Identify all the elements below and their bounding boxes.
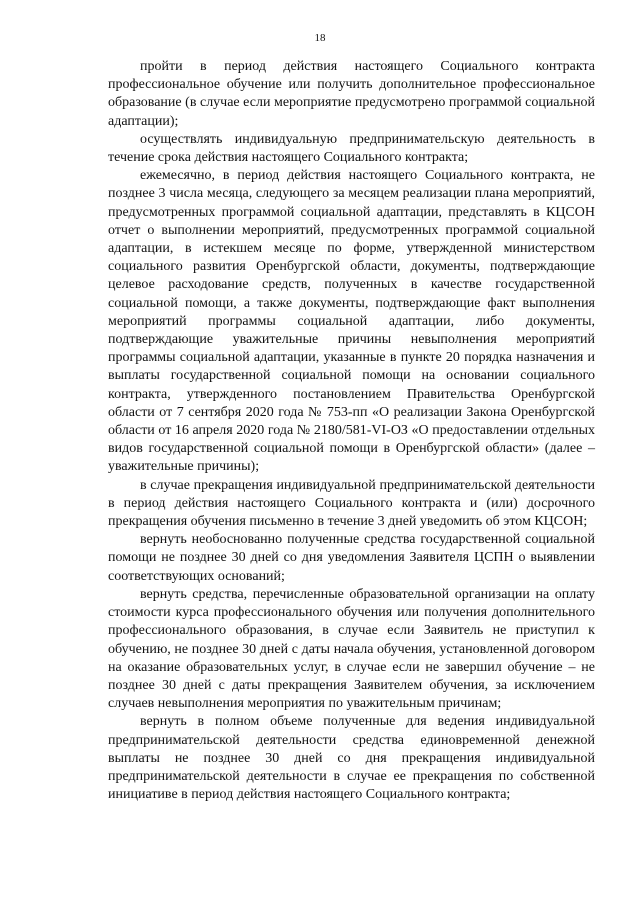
paragraph-return-unjustified-funds: вернуть необоснованно полученные средства государственной социальной помощи не позднее 30 дней со дня уведомления Заявителя ЦСПН о выявлении соответствующих оснований; [108,532,595,584]
paragraph-business-activity: осуществлять индивидуальную предпринимательскую деятельность в течение срока действия настоящего Социального контракта; [108,131,595,166]
paragraph-return-business-funds: вернуть в полном объеме полученные для ведения индивидуальной предпринимательской деятельности средства единовременной денежной выплаты не позднее 30 дней со дня прекращения индивидуальной предпринимательской деятельности в случае ее прекращения по собственной инициативе в период действия настоящего Социального контракта; [108,714,595,803]
page-number: 18 [314,32,326,44]
paragraph-monthly-report: ежемесячно, в период действия настоящего Социального контракта, не позднее 3 числа месяца, следующего за месяцем реализации плана мероприятий, предусмотренных программой социальной адаптации, представлять в КЦСОН отчет о выполнении мероприятий, предусмотренных программой социальной адаптации, в истекшем месяце по форме, утвержденной министерством социального развития Оренбургской области, документы, подтверждающие целевое расходование средств, полученных в качестве государственной социальной помощи, а также документы, подтверждающие факт выполнения мероприятий программы социальной адаптации, либо документы, подтверждающие уважительные причины невыполнения мероприятий программы социальной адаптации, указанные в пункте 20 порядка назначения и выплаты государственной социальной помощи на основании социального контракта, утвержденного постановлением Правительства Оренбургской области от 7 сентября 2020 года № 753-пп «О реализации Закона Оренбургской области от 16 апреля 2020 года № 2180/581-VI-ОЗ «О предоставлении отдельных видов государственной социальной помощи в Оренбургской области» (далее – уважительные причины); [108,168,595,475]
document-body [108,58,595,804]
paragraph-termination-notice: в случае прекращения индивидуальной предпринимательской деятельности в период действия настоящего Социального контракта и (или) досрочного прекращения обучения письменно в течение 3 дней уведомить об этом КЦСОН; [108,477,595,530]
paragraph-return-training-funds: вернуть средства, перечисленные образовательной организации на оплату стоимости курса профессионального обучения или получения дополнительного профессионального образования, в случае если Заявитель не приступил к обучению, не позднее 30 дней с даты начала обучения, установленной договором на оказание образовательных услуг, в случае если не завершил обучение – не позднее 30 дней с даты прекращения Заявителем обучения, за исключением случаев невыполнения мероприятия по уважительным причинам; [108,586,595,712]
paragraph-training-obligation: пройти в период действия настоящего Социального контракта профессиональное обучение или получить дополнительное профессиональное образование (в случае если мероприятие предусмотрено программой социальной адаптации); [108,59,595,129]
